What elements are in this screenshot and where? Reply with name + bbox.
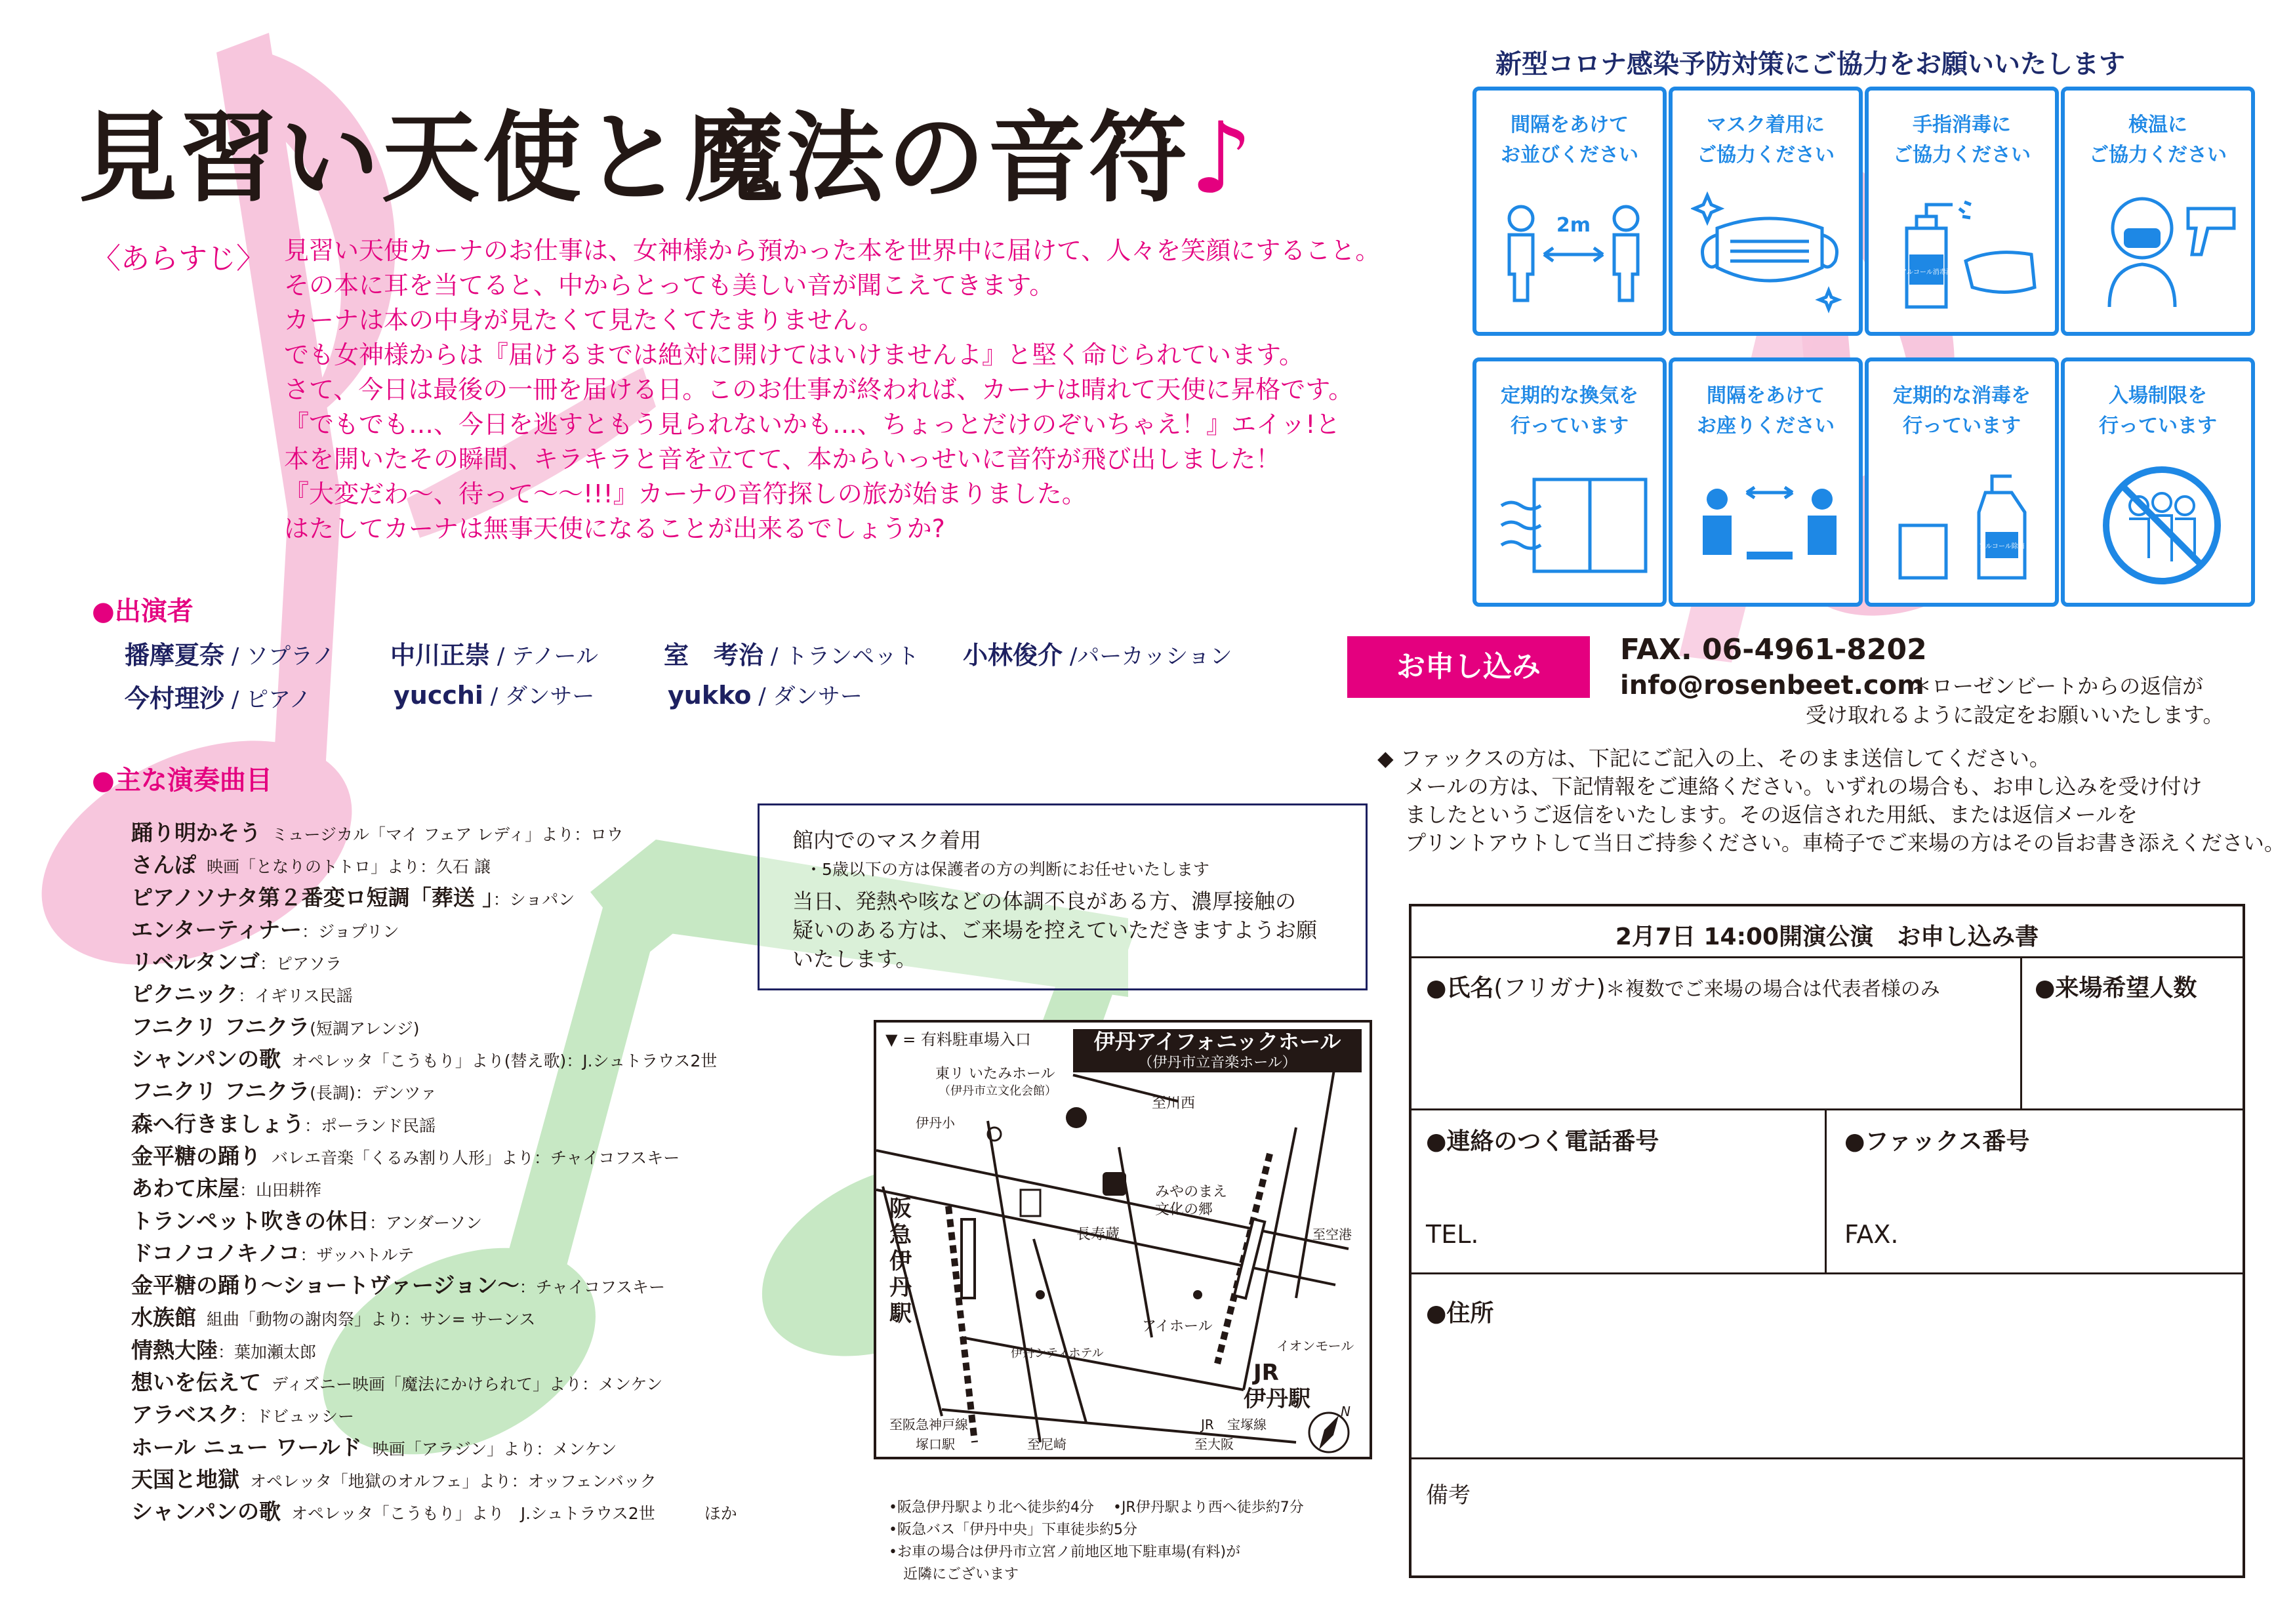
map-tsukaguchi: 塚口駅 [916,1436,955,1452]
thermometer-icon [2083,182,2241,314]
song-item: アラベスク：ドビュッシー [131,1402,355,1428]
name-field-label: ●氏名(フリガナ)＊複数でご来場の場合は代表者様のみ [1426,975,1940,1002]
song-item: リベルタンゴ：ピアソラ [131,949,342,975]
song-item: ピクニック：イギリス民謡 [131,981,353,1007]
synopsis-line: カーナは本の中身が見たくて見たくてたまりません。 [284,306,884,335]
map-hotel: 伊丹シティホテル [1011,1347,1104,1360]
map-hall-name: 伊丹アイフォニックホール [1093,1029,1341,1054]
email-address[interactable]: info@rosenbeet.com [1620,670,1924,700]
hotel-marker-icon [1036,1290,1045,1299]
access-map [874,1020,1372,1459]
map-hankyu-itami: 阪急伊丹駅 [889,1196,912,1327]
covid-panel-seat-distance: 間隔をあけて お座りください [1669,357,1863,607]
svg-text:アルコール除菌: アルコール除菌 [1979,543,2025,550]
application-form [1409,904,2245,1578]
road [988,1121,1040,1442]
aihall-marker-icon [1193,1290,1202,1299]
remarks-field-label[interactable]: 備考 [1426,1482,1471,1509]
song-item: 水族館 組曲「動物の謝肉祭」より：サン= サーンス [131,1305,536,1331]
covid-panel-entry-limit: 入場制限を 行っています [2061,357,2255,607]
temple-icon [1021,1190,1040,1216]
performers-heading: ●出演者 [92,596,193,626]
music-note-icon: ♪ [1190,100,1255,216]
map-takarazuka-line: 宝塚線 [1227,1417,1267,1432]
seat-distance-icon [1691,453,1848,584]
svg-text:2m: 2m [1556,214,1591,237]
map-legend: ▼ = 有料駐車場入口 [885,1030,1031,1049]
window-ventilation-icon [1495,453,1652,584]
map-jr-itami: 伊丹駅 [1244,1386,1310,1412]
map-to-osaka: 至大阪 [1194,1436,1234,1452]
map-compass-n: N [1341,1404,1351,1419]
apply-instructions: ◆ ファックスの方は、下記にご記入の上、そのまま送信してください。 メールの方は、下記情報をご連絡ください。いずれの場合も、お申し込みを受け付け ましたというご返信をいたします。その返信された用紙、または返信メールを プリントアウトして当日ご持参ください。車椅子でご来場の方はその旨お書き添えください。 [1377,746,2285,855]
form-heading: 2月7日 14:00開演公演 お申し込み書 [1615,924,2039,950]
covid-panel-ventilation: 定期的な換気を 行っています [1472,357,1667,607]
song-list [131,817,737,1528]
parking-icon [1103,1172,1126,1196]
address-field-label: ●住所 [1426,1300,1494,1327]
covid-panel-queue-distance: 間隔をあけて お並びください 2m [1472,87,1667,336]
sanitizer-icon [1887,182,2044,314]
song-item: シャンパンの歌 オペレッタ「こうもり」より J.シュトラウス2世 ほか [131,1499,737,1525]
song-item: フニクリ フニクラ(長調)：デンツァ [131,1078,437,1105]
map-to-kawanishi: 至川西 [1152,1095,1196,1112]
synopsis-line: はたしてカーナは無事天使になることが出来るでしょうか? [284,514,945,543]
synopsis-text [284,233,1380,546]
hall-location-icon [1066,1107,1087,1128]
email-note: ＊ローゼンビートからの返信が 受け取れるように設定をお願いいたします。 [1806,674,2224,727]
distance-people-icon [1495,182,1652,314]
compass-needle-icon [1314,1413,1343,1452]
svg-text:アルコール消毒液: アルコール消毒液 [1900,269,1953,276]
map-chojugura: 長寿蔵 [1076,1227,1120,1243]
apply-badge: お申し込み [1347,636,1590,698]
map-aihall: アイホール [1142,1318,1213,1335]
song-item: あわて床屋：山田耕筰 [131,1175,322,1202]
health-notice: 館内でのマスク着用 ・5歳以下の方は保護者の方の判断にお任せいたします 当日、発熱や咳などの体調不良がある方、濃厚接触の 疑いのある方は、ご来場を控えていただきますようお願 いたします。 [758,803,1368,990]
disinfect-spray-icon [1887,453,2044,584]
synopsis-line: 『大変だわ〜、待って〜〜!!!』カーナの音符探しの旅が始まりました。 [284,479,1087,508]
map-east-hall-sub: （伊丹市立文化会館） [939,1084,1057,1098]
performer: yucchi / ダンサー [394,681,595,710]
map-to-amagasaki: 至尼崎 [1027,1436,1066,1452]
road [1296,1062,1335,1298]
jr-station-block [1234,1219,1265,1299]
song-item: シャンパンの歌 オペレッタ「こうもり」より(替え歌)：J.シュトラウス2世 [131,1046,718,1072]
fax-field-label: ●ファックス番号 [1844,1128,2030,1155]
song-item: 想いを伝えて ディズニー映画「魔法にかけられて」より：メンケン [131,1370,663,1396]
map-bunka: 文化の郷 [1155,1202,1213,1218]
program-heading: ●主な演奏曲目 [92,765,272,796]
road [962,1337,1244,1390]
entry-limit-icon [2083,453,2241,584]
tel-input[interactable]: TEL. [1426,1220,1479,1249]
covid-panel-disinfection: 定期的な消毒を 行っています アルコール除菌 [1865,357,2059,607]
song-item: 金平糖の踊り〜ショートヴァージョン〜：チャイコフスキー [131,1272,665,1299]
map-jr: JR [1253,1360,1279,1386]
song-item: 情熱大陸：葉加瀬太郎 [131,1337,317,1363]
map-aeon: イオンモール [1276,1338,1354,1354]
street-map [876,1023,1372,1459]
song-item: トランペット吹きの休日：アンダーソン [131,1208,483,1234]
map-miyanomae: みやのまえ [1155,1184,1228,1200]
covid-panel-temperature: 検温に ご協力ください [2061,87,2255,336]
song-item: さんぽ 映画「となりのトトロ」より：久石 譲 [131,852,491,878]
performer: 今村理沙 / ピアノ [125,684,312,713]
song-item: エンターティナー：ジョプリン [131,916,399,943]
synopsis-line: 見習い天使カーナのお仕事は、女神様から預かった本を世界中に届けて、人々を笑顔にすること。 [284,236,1381,265]
fax-input[interactable]: FAX. [1844,1220,1899,1249]
performer: 中川正崇 / テノール [390,641,599,670]
synopsis-line: 『でもでも…、今日を逃すともう見られないかも…、ちょっとだけのぞいちゃえ！』エイッ!と [284,410,1341,439]
song-item: 森へ行きましょう：ポーランド民謡 [131,1110,436,1137]
fax-number: FAX. 06-4961-8202 [1620,633,1927,666]
performer: 室 考治 / トランペット [664,641,920,670]
song-item: 金平糖の踊り バレエ音楽「くるみ割り人形」より：チャイコフスキー [131,1143,680,1169]
page-title: 見習い天使と魔法の音符♪ [79,100,1255,216]
people-field-label: ●来場希望人数 [2035,975,2197,1002]
covid-panel-mask: マスク着用に ご協力ください [1669,87,1863,336]
mask-icon [1691,182,1848,314]
song-item: 天国と地獄 オペレッタ「地獄のオルフェ」より：オッフェンバック [131,1466,657,1492]
song-item: ピアノソナタ第２番変ロ短調「葬送 」：ショパン [131,884,575,910]
synopsis-line: でも女神様からは『届けるまでは絶対に開けてはいけませんよ』と堅く命じられています。 [284,340,1304,369]
synopsis-line: 本を開いたその瞬間、キラキラと音を立てて、本からいっせいに音符が飛び出しました！ [284,445,1281,474]
performer: yukko / ダンサー [668,681,863,710]
map-jr-small: JR [1201,1417,1214,1432]
access-notes: •阪急伊丹駅より北へ徒歩約4分 •JR伊丹駅より西へ徒歩約7分 •阪急バス「伊丹中央」下車徒歩約5分 •お車の場合は伊丹市立宮ノ前地区地下駐車場(有料)が 近隣にございます [889,1499,1304,1583]
road [1034,1239,1086,1423]
performer: 播摩夏奈 / ソプラノ [125,641,335,670]
synopsis-label: 〈あらすじ〉 [92,242,265,275]
performer: 小林俊介 /パーカッション [963,641,1232,670]
song-item: 踊り明かそう ミュージカル「マイ フェア レディ」より：ロウ [131,820,624,845]
phone-field-label: ●連絡のつく電話番号 [1426,1128,1659,1155]
covid-panel-hand-sanitize: 手指消毒に ご協力ください アルコール消毒液 [1865,87,2059,336]
map-east-hall: 東リ いたみホール [935,1066,1055,1082]
map-hall-sub: （伊丹市立音楽ホール） [1138,1055,1297,1071]
song-item: フニクリ フニクラ(短調アレンジ) [131,1013,420,1040]
song-item: ホール ニュー ワールド 映画「アラジン」より：メンケン [131,1434,617,1460]
covid-heading: 新型コロナ感染予防対策にご協力をお願いいたします [1495,49,2125,79]
map-to-kobe-line: 至阪急神戸線 [889,1417,968,1432]
map-to-airport: 至空港 [1312,1227,1352,1242]
synopsis-line: さて、今日は最後の一冊を届ける日。このお仕事が終われば、カーナは晴れて天使に昇格です。 [284,375,1354,404]
synopsis-line: その本に耳を当てると、中からとっても美しい音が聞こえてきます。 [284,271,1055,300]
map-school: 伊丹小 [916,1115,955,1131]
hankyu-station-block [962,1219,975,1298]
song-item: ドコノコノキノコ：ザッハトルテ [131,1240,415,1266]
